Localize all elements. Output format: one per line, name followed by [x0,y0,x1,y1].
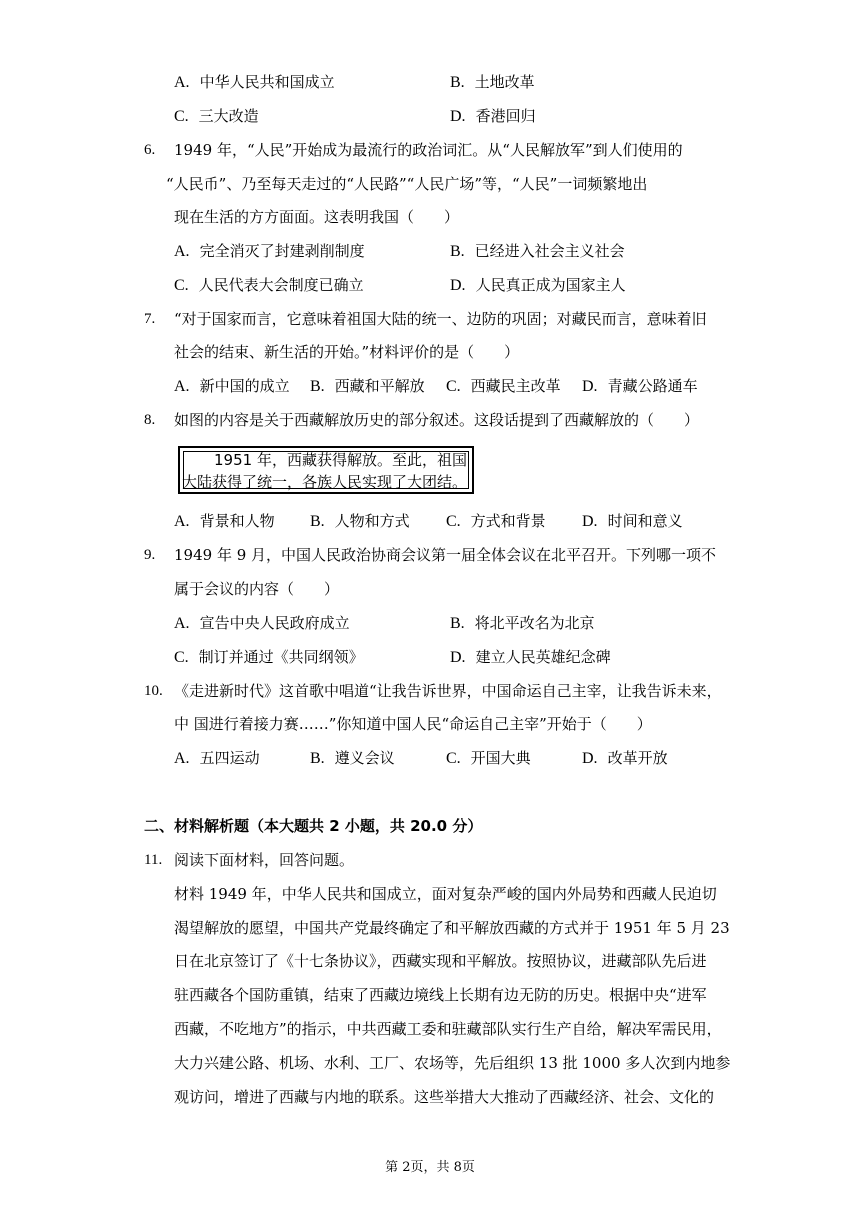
figure-text-line: 大陆获得了统一，各族人民实现了大团结。 [182,473,468,491]
option-key: D. [450,108,466,125]
q6-option-a [174,241,365,262]
q6-option-d [450,275,626,296]
option-key: A. [174,378,190,395]
option-text: 建立人民英雄纪念碑 [475,648,611,666]
option-text: 方式和背景 [470,512,546,530]
material-text-line: 驻西藏各个国防重镇，结束了西藏边境线上长期有边无防的历史。根据中央“进军 [174,986,707,1004]
q9-option-c [174,647,364,668]
option-key: B. [310,378,325,395]
option-key: B. [450,243,465,260]
option-text: 制订并通过《共同纲领》 [198,648,364,666]
question-text-line: 1949 年，“人民”开始成为最流行的政治词汇。从“人民解放军”到人们使用的 [174,141,683,159]
question-text-line: 社会的结束、新生活的开始。”材料评价的是（ ） [174,343,520,361]
option-text: 遵义会议 [334,749,395,767]
option-key: B. [310,513,325,530]
material-text-line: 材料 1949 年，中华人民共和国成立，面对复杂严峻的国内外局势和西藏人民迫切 [174,885,717,903]
q8-option-c [446,511,546,532]
option-key: D. [582,513,598,530]
q9-option-a [174,613,350,634]
question-text-line: 属于会议的内容（ ） [174,580,340,598]
option-text: 香港回归 [475,107,536,125]
q5-option-a [174,72,335,93]
option-key: C. [446,513,461,530]
option-key: D. [450,277,466,294]
option-text: 人民代表大会制度已确立 [198,276,364,294]
option-text: 五四运动 [199,749,260,767]
option-text: 时间和意义 [607,512,683,530]
question-number: 6. [144,142,156,158]
q5-option-b [450,72,535,93]
q9-option-b [450,613,595,634]
material-text-line: 日在北京签订了《十七条协议》，西藏实现和平解放。按照协议，进藏部队先后进 [174,952,707,970]
question-number: 11. [144,852,163,868]
option-text: 完全消灭了封建剥削制度 [199,242,365,260]
q10-option-a [174,748,260,769]
option-text: 已经进入社会主义社会 [474,242,625,260]
page-footer: 第 2页，共 8页 [385,1160,475,1175]
question-number: 7. [144,311,156,327]
figure-text-line: 1951 年，西藏获得解放。至此，祖国 [214,451,467,469]
option-key: C. [446,378,461,395]
question-text-line: “对于国家而言，它意味着祖国大陆的统一、边防的巩固；对藏民而言，意味着旧 [174,310,707,328]
question-text-line: 现在生活的方方面面。这表明我国（ ） [174,208,460,226]
option-key: C. [174,277,189,294]
option-key: A. [174,74,190,91]
q8-option-b [310,511,410,532]
q7-option-a [174,376,290,397]
q8-option-d [582,511,683,532]
question-number: 9. [144,547,156,563]
option-key: B. [450,615,465,632]
q5-option-c [174,106,259,127]
option-key: C. [174,649,189,666]
q7-option-b [310,376,425,397]
option-text: 土地改革 [474,73,535,91]
option-text: 改革开放 [607,749,668,767]
question-number: 8. [144,412,156,428]
option-key: C. [174,108,189,125]
q8-option-a [174,511,275,532]
option-key: A. [174,243,190,260]
q10-option-b [310,748,395,769]
section-heading: 二、材料解析题（本大题共 2 小题，共 20.0 分） [144,817,483,835]
material-text-line: 西藏，不吃地方”的指示，中共西藏工委和驻藏部队实行生产自给，解决军需民用， [174,1020,722,1038]
q6-option-c [174,275,364,296]
q10-option-d [582,748,668,769]
option-key: A. [174,513,190,530]
option-key: C. [446,750,461,767]
question-text-line: 中 国进行着接力赛……”你知道中国人民“命运自己主宰”开始于（ ） [174,715,652,733]
option-key: D. [582,750,598,767]
option-text: 新中国的成立 [199,377,290,395]
option-key: A. [174,750,190,767]
option-key: D. [450,649,466,666]
option-text: 中华人民共和国成立 [199,73,335,91]
option-text: 西藏民主改革 [470,377,561,395]
question-text-line: 1949 年 9 月，中国人民政治协商会议第一届全体会议在北平召开。下列哪一项不 [174,546,717,564]
option-text: 宣告中央人民政府成立 [199,614,350,632]
option-text: 人民真正成为国家主人 [475,276,626,294]
question-text-line: 阅读下面材料，回答问题。 [174,851,355,869]
material-text-line: 渴望解放的愿望，中国共产党最终确定了和平解放西藏的方式并于 1951 年 5 月 23 [174,919,730,937]
option-text: 人物和方式 [334,512,410,530]
q7-option-d [582,376,698,397]
q6-option-b [450,241,625,262]
q10-option-c [446,748,531,769]
material-text-line: 观访问，增进了西藏与内地的联系。这些举措大大推动了西藏经济、社会、文化的 [174,1088,715,1106]
option-key: B. [450,74,465,91]
option-key: B. [310,750,325,767]
question-text-line: “人民币”、乃至每天走过的“人民路”“人民广场”等，“人民”一词频繁地出 [166,175,648,193]
option-text: 将北平改名为北京 [474,614,595,632]
option-text: 西藏和平解放 [334,377,425,395]
q5-option-d [450,106,536,127]
option-text: 三大改造 [198,107,259,125]
material-text-line: 大力兴建公路、机场、水利、工厂、农场等，先后组织 13 批 1000 多人次到内地参 [174,1054,731,1072]
question-number: 10. [144,683,163,699]
option-key: D. [582,378,598,395]
question-text-line: 如图的内容是关于西藏解放历史的部分叙述。这段话提到了西藏解放的（ ） [174,411,700,429]
option-text: 青藏公路通车 [607,377,698,395]
option-key: A. [174,615,190,632]
option-text: 开国大典 [470,749,531,767]
q9-option-d [450,647,611,668]
q7-option-c [446,376,561,397]
question-text-line: 《走进新时代》这首歌中唱道“让我告诉世界，中国命运自己主宰，让我告诉未来， [174,682,722,700]
option-text: 背景和人物 [199,512,275,530]
